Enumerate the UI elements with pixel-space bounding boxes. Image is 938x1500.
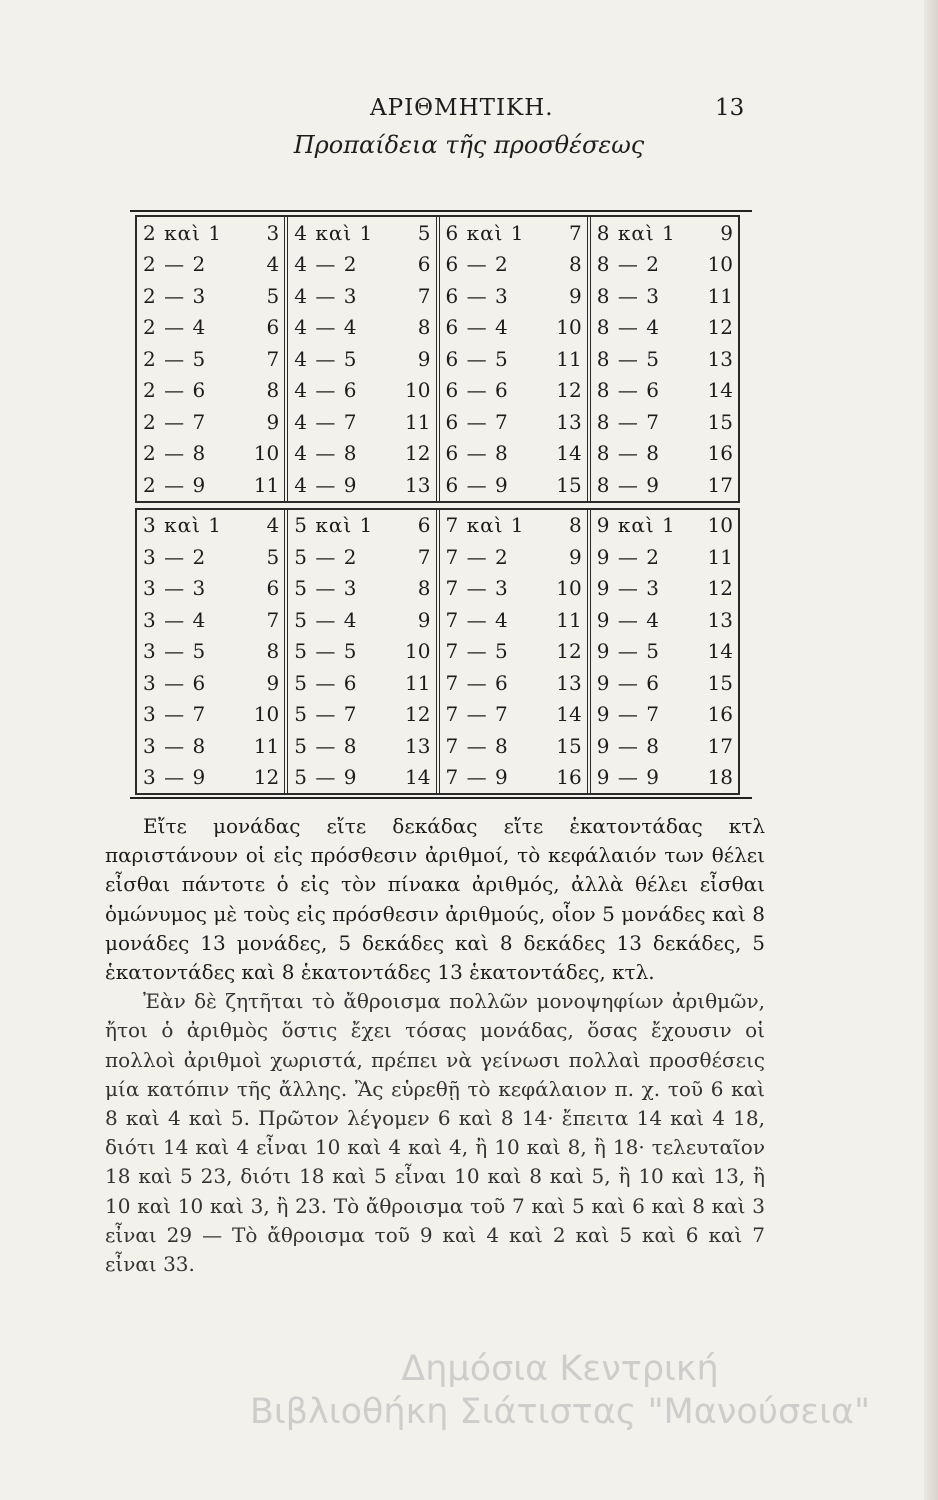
row-result: 9 xyxy=(417,346,431,371)
row-expression: 2 καὶ 1 xyxy=(143,220,223,245)
row-expression: 5 — 8 xyxy=(294,733,358,758)
table-row xyxy=(137,406,284,438)
table-row xyxy=(137,375,284,407)
table-row xyxy=(591,375,738,407)
table-row xyxy=(288,604,435,636)
row-result: 17 xyxy=(707,472,733,497)
table-row xyxy=(137,541,284,573)
table-row xyxy=(137,699,284,731)
row-result: 10 xyxy=(253,441,280,466)
table-row xyxy=(288,249,435,281)
library-watermark xyxy=(210,1348,910,1434)
row-expression: 9 — 8 xyxy=(596,733,660,758)
row-result: 15 xyxy=(707,670,733,695)
watermark-line-2: Βιβλιοθήκη Σιάτιστας "Μανούσεια" xyxy=(249,1392,871,1432)
row-expression: 8 — 9 xyxy=(596,472,660,497)
table-row xyxy=(440,699,587,731)
table-row xyxy=(591,762,738,794)
table-row xyxy=(440,573,587,605)
page-number: 13 xyxy=(715,95,745,121)
row-result: 11 xyxy=(707,544,733,569)
row-result: 15 xyxy=(556,472,582,497)
row-result: 10 xyxy=(707,513,733,538)
row-result: 8 xyxy=(569,513,582,538)
table-row xyxy=(591,438,738,470)
table-subtitle: Προπαίδεια τῆς προσθέσεως xyxy=(293,131,645,159)
table-row xyxy=(137,636,284,668)
table-row xyxy=(591,699,738,731)
row-result: 7 xyxy=(417,544,431,569)
row-result: 4 xyxy=(266,252,280,277)
row-result: 6 xyxy=(266,315,280,340)
row-expression: 9 — 3 xyxy=(596,576,660,601)
row-result: 11 xyxy=(253,733,280,758)
row-expression: 5 καὶ 1 xyxy=(294,513,374,538)
row-expression: 8 — 5 xyxy=(596,346,660,371)
row-result: 7 xyxy=(266,607,280,632)
row-expression: 6 — 6 xyxy=(445,378,509,403)
row-result: 15 xyxy=(707,409,733,434)
row-result: 11 xyxy=(707,283,733,308)
row-result: 10 xyxy=(707,252,733,277)
row-result: 3 xyxy=(266,220,280,245)
table-row xyxy=(440,217,587,249)
table-row xyxy=(137,469,284,501)
row-expression: 7 — 3 xyxy=(445,576,509,601)
row-expression: 8 — 8 xyxy=(596,441,660,466)
row-expression: 5 — 2 xyxy=(294,544,358,569)
row-result: 14 xyxy=(707,639,733,664)
row-expression: 2 — 4 xyxy=(143,315,207,340)
row-expression: 9 — 2 xyxy=(596,544,660,569)
table-row xyxy=(288,217,435,249)
row-result: 16 xyxy=(707,702,733,727)
row-expression: 9 — 4 xyxy=(596,607,660,632)
row-result: 11 xyxy=(253,472,280,497)
row-result: 7 xyxy=(417,283,431,308)
table-row xyxy=(288,699,435,731)
row-expression: 7 — 8 xyxy=(445,733,509,758)
table-row xyxy=(591,406,738,438)
row-result: 10 xyxy=(405,378,431,403)
row-expression: 4 — 2 xyxy=(294,252,358,277)
row-result: 8 xyxy=(266,639,280,664)
table-row xyxy=(288,312,435,344)
table-row xyxy=(137,438,284,470)
row-result: 13 xyxy=(707,346,733,371)
row-expression: 8 — 2 xyxy=(596,252,660,277)
table-column xyxy=(288,510,439,794)
row-result: 16 xyxy=(556,765,582,790)
row-result: 10 xyxy=(556,576,582,601)
table-row xyxy=(440,438,587,470)
top-rule xyxy=(130,210,752,212)
table-column xyxy=(440,217,591,501)
table-row xyxy=(288,762,435,794)
row-result: 18 xyxy=(707,765,733,790)
row-expression: 4 — 4 xyxy=(294,315,358,340)
table-row xyxy=(440,730,587,762)
row-expression: 6 — 9 xyxy=(445,472,509,497)
row-expression: 3 — 3 xyxy=(143,576,207,601)
row-result: 12 xyxy=(253,765,280,790)
row-result: 9 xyxy=(417,607,431,632)
row-expression: 7 — 6 xyxy=(445,670,509,695)
row-expression: 9 καὶ 1 xyxy=(596,513,676,538)
row-expression: 4 — 5 xyxy=(294,346,358,371)
row-expression: 2 — 2 xyxy=(143,252,207,277)
table-row xyxy=(440,343,587,375)
row-result: 12 xyxy=(556,639,582,664)
table-row xyxy=(288,573,435,605)
table-row xyxy=(137,510,284,542)
table-row xyxy=(288,343,435,375)
row-result: 12 xyxy=(556,378,582,403)
table-row xyxy=(591,730,738,762)
row-expression: 9 — 6 xyxy=(596,670,660,695)
row-expression: 3 — 4 xyxy=(143,607,207,632)
table-column xyxy=(288,217,439,501)
row-result: 13 xyxy=(405,733,431,758)
table-row xyxy=(440,375,587,407)
row-expression: 6 καὶ 1 xyxy=(445,220,525,245)
row-expression: 6 — 4 xyxy=(445,315,509,340)
row-expression: 3 — 5 xyxy=(143,639,207,664)
row-result: 9 xyxy=(569,283,582,308)
table-row xyxy=(288,541,435,573)
table-row xyxy=(591,280,738,312)
row-expression: 7 — 9 xyxy=(445,765,509,790)
row-expression: 7 — 5 xyxy=(445,639,509,664)
table-row xyxy=(591,249,738,281)
table-row xyxy=(591,217,738,249)
row-result: 11 xyxy=(556,607,582,632)
row-expression: 5 — 5 xyxy=(294,639,358,664)
table-row xyxy=(137,667,284,699)
row-expression: 4 — 7 xyxy=(294,409,358,434)
row-expression: 7 — 2 xyxy=(445,544,509,569)
table-row xyxy=(591,343,738,375)
row-expression: 8 — 7 xyxy=(596,409,660,434)
table-row xyxy=(137,604,284,636)
row-result: 11 xyxy=(556,346,582,371)
table-row xyxy=(288,438,435,470)
row-result: 13 xyxy=(556,409,582,434)
table-row xyxy=(591,636,738,668)
table-block xyxy=(135,215,740,503)
row-expression: 3 — 9 xyxy=(143,765,207,790)
row-expression: 2 — 5 xyxy=(143,346,207,371)
row-expression: 5 — 6 xyxy=(294,670,358,695)
table-row xyxy=(440,312,587,344)
table-row xyxy=(288,469,435,501)
row-expression: 8 — 6 xyxy=(596,378,660,403)
table-row xyxy=(137,762,284,794)
table-row xyxy=(440,636,587,668)
row-result: 14 xyxy=(405,765,431,790)
addition-tables xyxy=(135,215,740,795)
table-row xyxy=(440,510,587,542)
row-expression: 6 — 3 xyxy=(445,283,509,308)
page-edge xyxy=(924,0,938,1500)
row-result: 5 xyxy=(417,220,431,245)
row-expression: 3 — 2 xyxy=(143,544,207,569)
row-result: 5 xyxy=(266,283,280,308)
table-column xyxy=(137,510,288,794)
row-result: 9 xyxy=(569,544,582,569)
row-result: 12 xyxy=(405,702,431,727)
row-expression: 5 — 9 xyxy=(294,765,358,790)
running-title: ΑΡΙΘΜΗΤΙΚΗ. xyxy=(370,95,554,121)
row-expression: 8 καὶ 1 xyxy=(596,220,676,245)
row-result: 12 xyxy=(405,441,431,466)
table-row xyxy=(440,541,587,573)
row-result: 8 xyxy=(569,252,582,277)
row-result: 7 xyxy=(266,346,280,371)
table-column xyxy=(591,510,738,794)
row-result: 7 xyxy=(569,220,582,245)
row-expression: 6 — 7 xyxy=(445,409,509,434)
table-row xyxy=(591,667,738,699)
row-expression: 2 — 6 xyxy=(143,378,207,403)
row-expression: 5 — 7 xyxy=(294,702,358,727)
watermark-line-1: Δημόσια Κεντρική xyxy=(401,1349,719,1389)
row-result: 8 xyxy=(266,378,280,403)
row-result: 5 xyxy=(266,544,280,569)
table-row xyxy=(288,406,435,438)
table-row xyxy=(288,375,435,407)
table-row xyxy=(591,469,738,501)
table-row xyxy=(440,249,587,281)
row-expression: 8 — 4 xyxy=(596,315,660,340)
row-result: 9 xyxy=(266,670,280,695)
table-row xyxy=(288,730,435,762)
row-result: 11 xyxy=(405,670,431,695)
row-result: 9 xyxy=(266,409,280,434)
row-expression: 3 — 6 xyxy=(143,670,207,695)
row-result: 8 xyxy=(417,576,431,601)
table-row xyxy=(440,604,587,636)
running-head xyxy=(0,95,938,129)
row-result: 6 xyxy=(417,513,431,538)
table-row xyxy=(137,343,284,375)
table-row xyxy=(137,573,284,605)
table-row xyxy=(440,762,587,794)
row-expression: 6 — 2 xyxy=(445,252,509,277)
row-expression: 8 — 3 xyxy=(596,283,660,308)
row-result: 16 xyxy=(707,441,733,466)
row-expression: 5 — 3 xyxy=(294,576,358,601)
table-row xyxy=(591,541,738,573)
row-result: 9 xyxy=(720,220,733,245)
table-row xyxy=(137,312,284,344)
row-expression: 2 — 7 xyxy=(143,409,207,434)
bottom-rule xyxy=(130,797,752,799)
row-expression: 4 καὶ 1 xyxy=(294,220,374,245)
row-expression: 5 — 4 xyxy=(294,607,358,632)
table-row xyxy=(137,217,284,249)
table-row xyxy=(440,667,587,699)
row-expression: 6 — 5 xyxy=(445,346,509,371)
table-row xyxy=(288,667,435,699)
row-expression: 3 — 7 xyxy=(143,702,207,727)
row-expression: 4 — 3 xyxy=(294,283,358,308)
body-text xyxy=(105,812,765,1279)
row-result: 4 xyxy=(266,513,280,538)
table-row xyxy=(288,510,435,542)
table-row xyxy=(440,469,587,501)
row-expression: 6 — 8 xyxy=(445,441,509,466)
table-row xyxy=(591,604,738,636)
row-expression: 4 — 8 xyxy=(294,441,358,466)
row-result: 13 xyxy=(556,670,582,695)
row-result: 12 xyxy=(707,576,733,601)
row-result: 10 xyxy=(253,702,280,727)
row-result: 12 xyxy=(707,315,733,340)
row-expression: 4 — 6 xyxy=(294,378,358,403)
row-result: 14 xyxy=(707,378,733,403)
row-expression: 9 — 7 xyxy=(596,702,660,727)
table-column xyxy=(440,510,591,794)
row-result: 10 xyxy=(405,639,431,664)
row-expression: 3 — 8 xyxy=(143,733,207,758)
row-expression: 7 καὶ 1 xyxy=(445,513,525,538)
table-block xyxy=(135,508,740,796)
row-expression: 9 — 9 xyxy=(596,765,660,790)
row-expression: 3 καὶ 1 xyxy=(143,513,223,538)
row-result: 8 xyxy=(417,315,431,340)
table-row xyxy=(440,280,587,312)
row-result: 15 xyxy=(556,733,582,758)
table-row xyxy=(288,280,435,312)
row-result: 13 xyxy=(707,607,733,632)
row-result: 14 xyxy=(556,702,582,727)
row-result: 13 xyxy=(405,472,431,497)
table-row xyxy=(137,280,284,312)
table-row xyxy=(137,730,284,762)
row-expression: 7 — 4 xyxy=(445,607,509,632)
table-row xyxy=(591,312,738,344)
row-result: 10 xyxy=(556,315,582,340)
row-result: 6 xyxy=(266,576,280,601)
table-row xyxy=(591,573,738,605)
row-result: 11 xyxy=(405,409,431,434)
row-expression: 2 — 3 xyxy=(143,283,207,308)
table-row xyxy=(591,510,738,542)
row-expression: 2 — 9 xyxy=(143,472,207,497)
row-expression: 7 — 7 xyxy=(445,702,509,727)
row-expression: 4 — 9 xyxy=(294,472,358,497)
paragraph-2: Ἐὰν δὲ ζητῆται τὸ ἄθροισμα πολλῶν μονοψηφίων ἀριθμῶν, ἤτοι ὁ ἀριθμὸς ὅστις ἔχει τόσας μονάδας, ὅσας ἔχουσιν οἱ πολλοὶ ἀριθμοὶ χωριστά, πρέπει νὰ γείνωσι πολλαὶ προσθέσεις μία κατόπιν τῆς ἄλλης. Ἂς εὑρεθῇ τὸ κεφάλαιον π. χ. τοῦ 6 καὶ 8 καὶ 4 καὶ 5. Πρῶτον λέγομεν 6 καὶ 8 14· ἔπειτα 14 καὶ 4 18, διότι 14 καὶ 4 εἶναι 10 καὶ 4 καὶ 4, ἢ 10 καὶ 8, ἢ 18· τελευταῖον 18 καὶ 5 23, διότι 18 καὶ 5 εἶναι 10 καὶ 8 καὶ 5, ἢ 10 καὶ 13, ἢ 10 καὶ 10 καὶ 3, ἢ 23. Τὸ ἄθροισμα τοῦ 7 καὶ 5 καὶ 6 καὶ 8 καὶ 3 εἶναι 29 — Τὸ ἄθροισμα τοῦ 9 καὶ 4 καὶ 2 καὶ 5 καὶ 6 καὶ 7 εἶναι 33. xyxy=(105,989,765,1277)
row-expression: 2 — 8 xyxy=(143,441,207,466)
row-result: 14 xyxy=(556,441,582,466)
row-expression: 9 — 5 xyxy=(596,639,660,664)
table-row xyxy=(440,406,587,438)
row-result: 6 xyxy=(417,252,431,277)
table-column xyxy=(137,217,288,501)
table-row xyxy=(288,636,435,668)
table-row xyxy=(137,249,284,281)
paragraph-1: Εἴτε μονάδας εἴτε δεκάδας εἴτε ἑκατοντάδας κτλ παριστάνουν οἱ εἰς πρόσθεσιν ἀριθμοί, τὸ κεφάλαιόν των θέλει εἶσθαι πάντοτε ὁ εἰς τὸν πίνακα ἀριθμός, ἀλλὰ θέλει εἶσθαι ὁμώνυμος μὲ τοὺς εἰς πρόσθεσιν ἀριθμούς, οἷον 5 μονάδες καὶ 8 μονάδες 13 μονάδες, 5 δεκάδες καὶ 8 δεκάδες 13 δεκάδες, 5 ἑκατοντάδες καὶ 8 ἑκατοντάδες 13 ἑκατοντάδες, κτλ. xyxy=(105,814,765,985)
row-result: 17 xyxy=(707,733,733,758)
table-column xyxy=(591,217,738,501)
